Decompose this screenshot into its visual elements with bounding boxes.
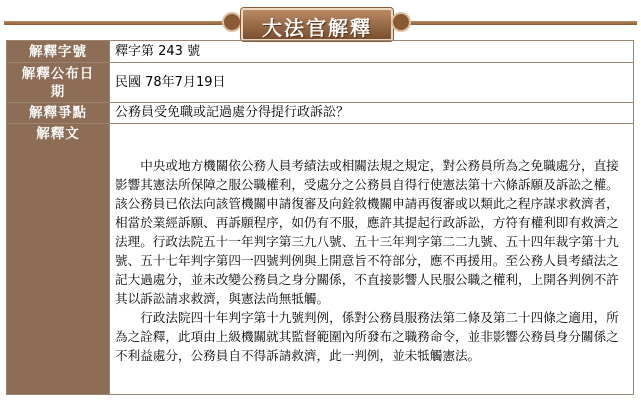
date-label-text: 解釋公布日期 [21,65,95,100]
table-row [7,103,634,124]
text-paragraph-1: 中央或地方機關依公務人員考績法或相關法規之規定，對公務員所為之免職處分，直接影響其憲法所保障之服公職權利，受處分之公務員自得行使憲法第十六條訴願及訴訟之權。該公務員已依法向該管機關申請復審及向銓敘機關申請再復審或以類此之程序謀求救濟者，相當於業經訴願、再訴願程序，如仍有不服，應許其提起行政訴訟，方符有權利即有救濟之法理。行政法院五十一年判字第三九八號、五十三年判字第二二九號、五十四年裁字第十九號、五十七年判字第四一四號判例與上開意旨不符部分，應不再援用。至公務人員考績法之記大過處分，並未改變公務員之身分關係，不直接影響人民服公職之權利，上開各判例不許其以訴訟請求救濟，與憲法尚無牴觸。 [115,157,619,306]
date-label [7,63,110,103]
table-row [7,41,634,63]
text-paragraph-2: 行政法院四十年判字第十九號判例，係對公務員服務法第二條及第二十四條之適用，所為之詮釋，此項由上級機關就其監督範圍內所發布之職務命令，並非影響公務員身分關係之不利益處分，公務員自不得訴請救濟，此一判例，並未牴觸憲法。 [115,309,619,363]
interpretation-text [110,124,634,395]
number-value: 釋字第 243 號 [110,41,634,63]
table-row [7,124,634,395]
banner-ornament-left-icon [222,12,242,32]
date-value: 民國 78年7月19日 [110,63,634,103]
issue-label: 解釋爭點 [7,103,110,124]
page-title: 大法官解釋 [262,16,372,40]
table-row [7,63,634,103]
header-banner [0,0,641,40]
interpretation-table [6,40,634,395]
banner-plate [241,8,393,41]
issue-value: 公務員受免職或記過處分得提行政訴訟？ [110,103,634,124]
banner-ornament-right-icon [391,12,411,32]
text-label: 解釋文 [7,124,110,395]
number-label: 解釋字號 [7,41,110,63]
